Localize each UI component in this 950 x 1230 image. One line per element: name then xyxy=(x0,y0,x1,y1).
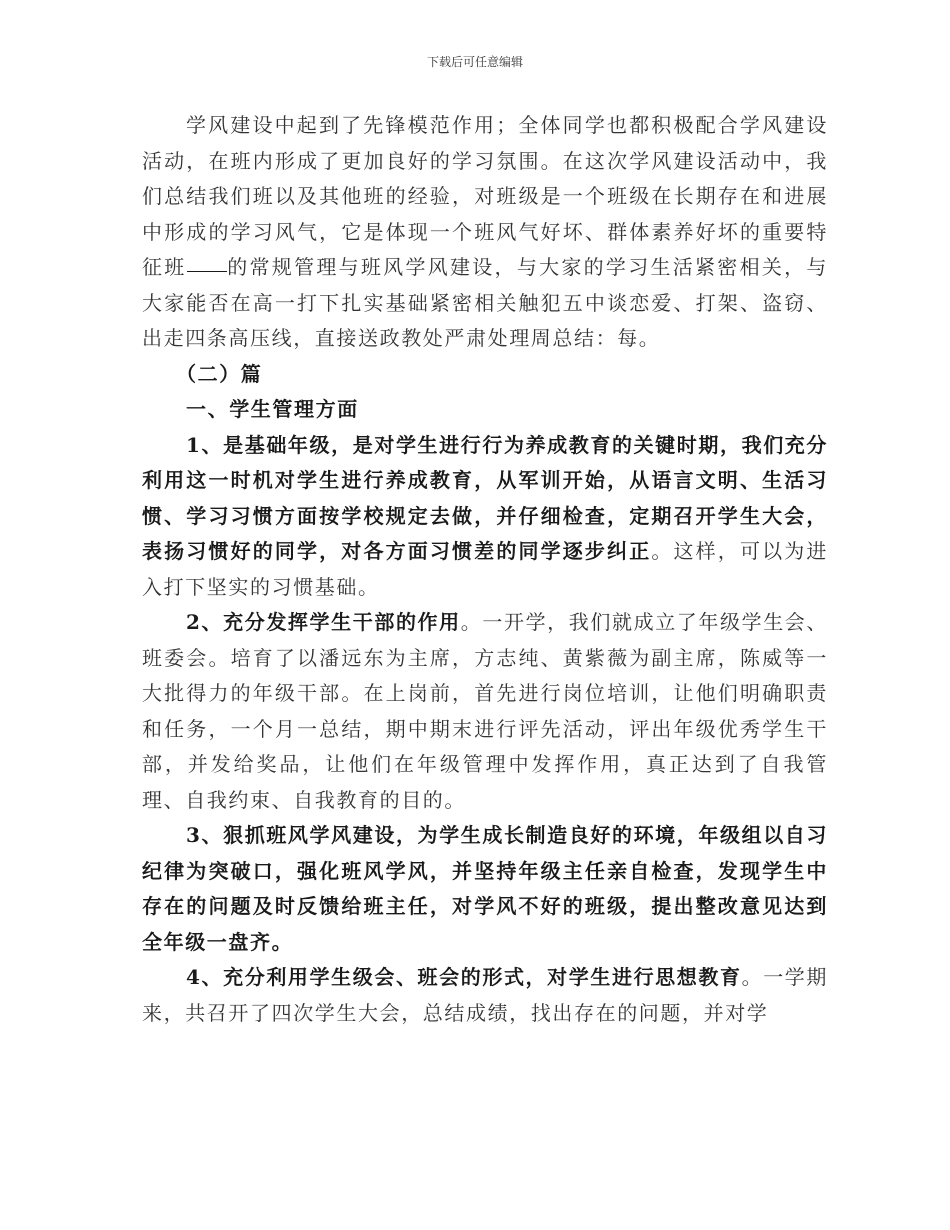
fill-in-blank xyxy=(187,270,227,272)
list-item-2-text: 。一开学，我们就成立了年级学生会、班委会。培育了以潘远东为主席，方志纯、黄紫薇为副主席，陈威等一大批得力的年级干部。在上岗前，首先进行岗位培训，让他们明确职责和任务，一个月一总结，期中期末进行评先活动，评出年级优秀学生干部，并发给奖品，让他们在年级管理中发挥作用，真正达到了自我管理、自我约束、自我教育的目的。 xyxy=(142,610,829,812)
document-body xyxy=(142,108,828,1031)
list-item-1-text: 。这样，可以为进入打下坚实的习惯基础。 xyxy=(142,539,828,599)
list-item-2 xyxy=(142,605,828,818)
list-item-4-bold: 4、充分利用学生级会、班会的形式，对学生进行思想教育 xyxy=(186,965,742,989)
paragraph-text-after-blank: 的常规管理与班风学风建设，与大家的学习生活紧密相关，与大家能否在高一打下扎实基础紧密相关触犯五中谈恋爱、打架、盗窃、出走四条高压线，直接送政教处严肃处理周总结：每。 xyxy=(142,255,829,350)
list-item-4 xyxy=(142,960,828,1031)
list-item-4-text: 。一学期来，共召开了四次学生大会，总结成绩，找出存在的问题，并对学 xyxy=(142,965,829,1025)
list-item-2-bold: 2、充分发挥学生干部的作用 xyxy=(186,610,461,634)
list-item-3 xyxy=(142,818,828,960)
list-item-3-bold: 3、狠抓班风学风建设，为学生成长制造良好的环境，年级组以自习纪律为突破口，强化班风学风，并坚持年级主任亲自检查，发现学生中存在的问题及时反馈给班主任，对学风不好的班级，提出整改意见达到全年级一盘齐。 xyxy=(142,823,828,954)
list-item-1 xyxy=(142,428,828,606)
page-header: 下载后可任意编辑 xyxy=(426,55,523,69)
section-title: （二）篇 xyxy=(176,361,263,386)
paragraph-text: 学风建设中起到了先锋模范作用；全体同学也都积极配合学风建设活动，在班内形成了更加良好的学习氛围。在这次学风建设活动中，我们总结我们班以及其他班的经验，对班级是一个班级在长期存在和进展中形成的学习风气，它是体现一个班风气好坏、群体素养好坏的重要特征班 xyxy=(142,113,828,279)
section-heading: 一、学生管理方面 xyxy=(186,397,359,421)
list-item-1-bold: 1、是基础年级，是对学生进行行为养成教育的关键时期，我们充分利用这一时机对学生进行养成教育，从军训开始，从语言文明、生活习惯、学习习惯方面按学校规定去做，并仔细检查，定期召开学生大会，表扬习惯好的同学，对各方面习惯差的同学逐步纠正 xyxy=(142,432,828,563)
paragraph-continued xyxy=(142,108,828,357)
